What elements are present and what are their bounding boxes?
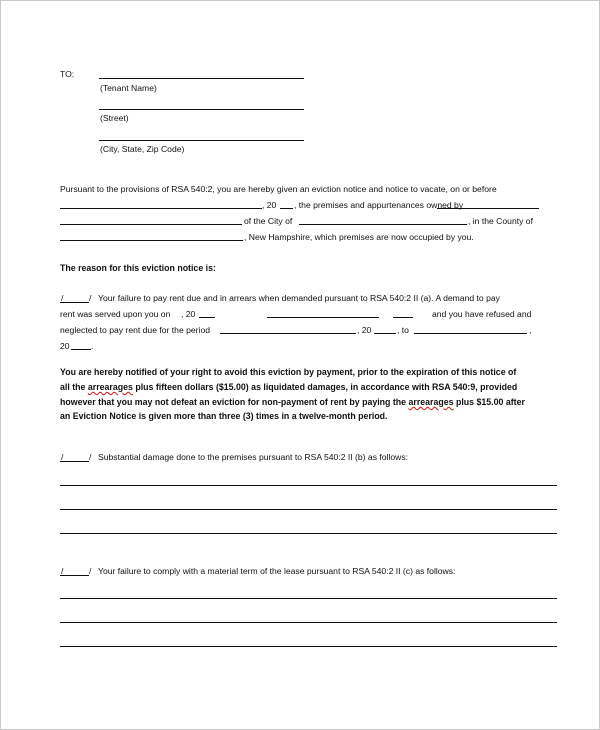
notice-line-2-start: all the: [60, 382, 88, 392]
notice-line-3: [60, 397, 525, 407]
reason2-check-mark: /: [61, 452, 64, 462]
street-caption: (Street): [100, 113, 129, 123]
period-end-line[interactable]: [414, 333, 527, 334]
spellcheck-arrearages-1: arrearages: [87, 382, 133, 392]
reason1-year-prefix: 20: [60, 341, 70, 351]
notice-line-1: You are hereby notified of your right to avoid this eviction by payment, prior to the expiration of this notice of: [60, 367, 517, 377]
reason1-served-year-label: , 20: [181, 309, 196, 319]
street-line[interactable]: [99, 109, 304, 110]
period-end-year-line[interactable]: [71, 349, 91, 350]
lease-line-1[interactable]: [60, 598, 557, 599]
notice-line-4: an Eviction Notice is given more than three (3) times in a twelve-month period.: [60, 411, 388, 421]
served-year-line[interactable]: [199, 317, 215, 318]
notice-line-3-start: however that you may not defeat an eviction for non-payment of rent by paying the: [60, 397, 409, 407]
reason3-checkbox-line[interactable]: [60, 575, 89, 576]
reason1-period-end: .: [91, 341, 94, 351]
damage-line-1[interactable]: [60, 485, 557, 486]
reason3-text: Your failure to comply with a material term of the lease pursuant to RSA 540:2 II (c) as follows:: [98, 566, 456, 576]
city-line[interactable]: [299, 224, 467, 225]
notice-line-3-end: plus $15.00 after: [453, 397, 525, 407]
premises-line[interactable]: [60, 224, 242, 225]
reason1-served-text: rent was served upon you on: [60, 309, 171, 319]
intro-city-label: of the City of: [244, 216, 293, 226]
intro-year-label: , 20: [262, 200, 277, 210]
to-label: TO:: [60, 69, 75, 79]
notice-line-2-end: plus fifteen dollars ($15.00) as liquidated damages, in accordance with RSA 540:9, provided: [132, 382, 518, 392]
reason1-check-mark: /: [61, 293, 64, 303]
period-start-line[interactable]: [220, 333, 356, 334]
city-state-zip-line[interactable]: [99, 140, 304, 141]
reason2-check-mark-right: /: [89, 452, 92, 462]
lease-line-2[interactable]: [60, 622, 557, 623]
reason1-comma: ,: [529, 325, 532, 335]
reason3-check-mark: /: [61, 566, 64, 576]
intro-county-label: , in the County of: [468, 216, 533, 226]
notice-line-2: [60, 382, 517, 392]
lease-line-3[interactable]: [60, 646, 557, 647]
reason-heading: The reason for this eviction notice is:: [60, 263, 216, 273]
owner-line[interactable]: [437, 208, 539, 209]
spellcheck-arrearages-2: arrearages: [408, 397, 454, 407]
damage-line-3[interactable]: [60, 533, 557, 534]
tenant-name-caption: (Tenant Name): [100, 83, 157, 93]
reason1-period-year-label: , 20: [357, 325, 372, 335]
reason1-checkbox-line[interactable]: [60, 302, 89, 303]
reason1-refused-text: and you have refused and: [432, 309, 532, 319]
intro-line-1: Pursuant to the provisions of RSA 540:2, you are hereby given an eviction notice and notice to vacate, on or before: [60, 184, 497, 194]
reason1-to-label: , to: [397, 325, 409, 335]
vacate-year-line[interactable]: [280, 208, 293, 209]
reason1-line-1: Your failure to pay rent due and in arrears when demanded pursuant to RSA 540:2 II (a). A demand to pay: [98, 293, 500, 303]
tenant-name-line[interactable]: [99, 78, 304, 79]
reason3-check-mark-right: /: [89, 566, 92, 576]
reason1-check-mark-right: /: [89, 293, 92, 303]
reason2-text: Substantial damage done to the premises pursuant to RSA 540:2 II (b) as follows:: [98, 452, 409, 462]
intro-premises-text: , the premises and appurtenances owned by: [294, 200, 464, 210]
city-state-zip-caption: (City, State, Zip Code): [100, 144, 185, 154]
vacate-date-line[interactable]: [60, 208, 262, 209]
intro-new-hampshire-text: , New Hampshire, which premises are now occupied by you.: [244, 232, 474, 242]
served-date-line[interactable]: [267, 317, 379, 318]
reason2-checkbox-line[interactable]: [60, 461, 89, 462]
county-line[interactable]: [60, 240, 243, 241]
damage-line-2[interactable]: [60, 509, 557, 510]
served-year2-line[interactable]: [393, 317, 413, 318]
period-start-year-line[interactable]: [374, 333, 396, 334]
reason1-period-text: neglected to pay rent due for the period: [60, 325, 211, 335]
